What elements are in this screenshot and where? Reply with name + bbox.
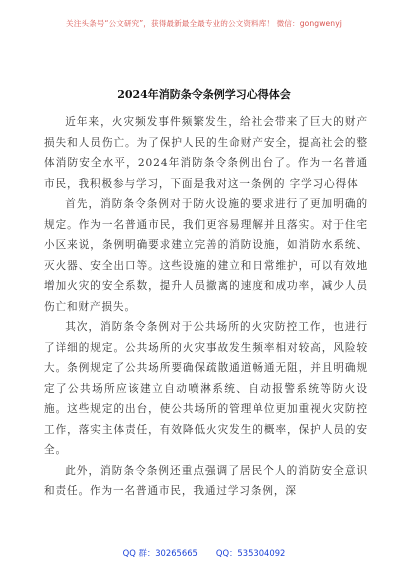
document-title: 2024年消防条令条例学习心得体会	[117, 88, 291, 101]
page-footer	[0, 547, 408, 559]
paragraph: 首先，消防条令条例对于防火设施的要求进行了更加明确的规定。作为一名普通市民，我们更容易理解并且落实。对于住宅小区来说，条例明确要求建立完善的消防设施，如消防水系统、灭火器、安全出口等。这些设施的建立和日常维护，可以有效地增加火灾的安全系数，提升人员撤离的速度和成功率，减少人员伤亡和财产损失。	[44, 198, 368, 313]
paragraph: 近年来，火灾频发事件频繁发生，给社会带来了巨大的财产损失和人员伤亡。为了保护人民的生命财产安全，提高社会的整体消防安全水平，2024年消防条令条例出台了。作为一名普通市民，我积极参与学习，下面是我对这一条例的 字学习心得体	[44, 116, 368, 190]
qq-group-text: QQ 群：30265665	[122, 548, 198, 558]
document-body	[44, 112, 368, 502]
paragraph: 此外，消防条令条例还重点强调了居民个人的消防安全意识和责任。作为一名普通市民，我通过学习条例，深	[44, 464, 368, 497]
paragraph: 其次，消防条令条例对于公共场所的火灾防控工作，也进行了详细的规定。公共场所的火灾事故发生频率相对较高，风险较大。条例规定了公共场所要确保疏散通道畅通无阻，并且明确规定了公共场所应该建立自动喷淋系统、自动报警系统等防火设施。这些规定的出台，使公共场所的管理单位更加重视火灾防控工作，落实主体责任，有效降低火灾发生的概率，保护人员的安全。	[44, 321, 368, 456]
qq-text: QQ：535304092	[215, 548, 286, 558]
header-promo-note: 关注头条号“公文研究”，获得最新最全最专业的公文资料库！ 微信：gongwenyj	[66, 19, 342, 28]
